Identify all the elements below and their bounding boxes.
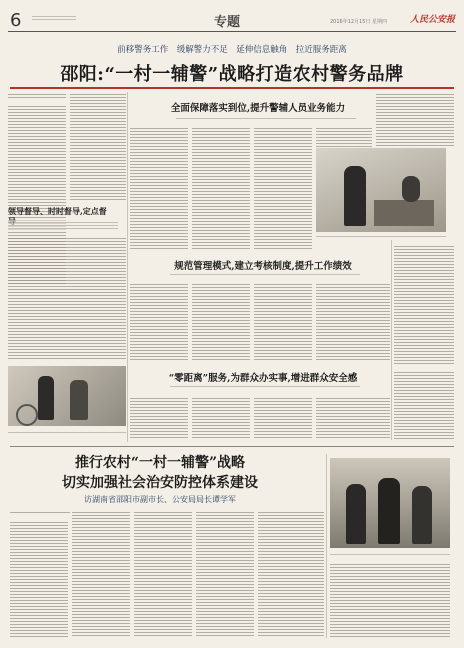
edition-info-block — [32, 14, 76, 22]
feature-column-2 — [72, 510, 130, 638]
section-heading-service: “零距离”服务,为群众办实事,增进群众安全感 — [168, 373, 358, 384]
photo-person — [402, 176, 420, 202]
photo-caption-patrol — [8, 430, 126, 435]
column-divider — [391, 240, 392, 440]
section-subheading-text — [176, 116, 356, 121]
section-subheading-text — [8, 220, 118, 230]
feature-column-4 — [196, 510, 254, 638]
section-subheading-service — [170, 384, 360, 390]
section-heading-supervision: 领导督导、时时督导,定点督 — [8, 206, 107, 216]
column-text-middle-4 — [316, 282, 390, 362]
header-date: 2016年12月15日 星期四 — [330, 19, 388, 25]
masthead-text: 人民公安报 — [410, 15, 456, 25]
photo-officer — [344, 166, 366, 226]
photo-patrol-visit — [8, 366, 126, 426]
photo-caption-group — [330, 552, 450, 557]
photo-desk — [374, 200, 434, 226]
feature-headline-line-2: 切实加强社会治安防控体系建设 — [62, 475, 258, 491]
photo-figure-right — [70, 380, 88, 420]
feature-column-1 — [10, 520, 68, 638]
feature-column-5 — [258, 510, 324, 638]
column-three-text — [130, 126, 188, 251]
column-text-lower-1 — [130, 396, 188, 440]
column-left-text-2 — [8, 236, 126, 361]
photo-caption-station — [316, 234, 446, 239]
right-column-text-3 — [394, 370, 454, 440]
banner-kicker: 前移警务工作 缓解警力不足 延伸信息触角 拉近服务距离 — [117, 45, 347, 55]
column-two-text — [70, 92, 126, 202]
section-title: 专题 — [214, 15, 241, 30]
photo-officers-group — [330, 458, 450, 548]
section-heading-management: 规范管理模式,建立考核制度,提升工作绩效 — [174, 261, 352, 272]
page-number: 6 — [10, 10, 22, 31]
column-text-middle-3 — [254, 282, 312, 362]
right-column-text — [376, 92, 454, 146]
feature-byline — [10, 510, 70, 515]
column-text-middle-1 — [130, 282, 188, 362]
photo-police-station — [316, 148, 446, 232]
feature-headline-line-1: 推行农村“一村一辅警”战略 — [74, 455, 246, 471]
feature-subheadline: 访湖南省邵阳市副市长、公安局局长谭学军 — [84, 495, 236, 504]
feature-rule-top — [10, 446, 454, 447]
page-header — [0, 0, 464, 34]
edition-info-text — [32, 14, 76, 22]
column-text-lower-2 — [192, 396, 250, 440]
section-subheading-text — [170, 272, 360, 277]
column-five-text — [254, 126, 312, 251]
column-text-lower-3 — [254, 396, 312, 440]
photo-officer-1 — [346, 484, 366, 544]
column-divider — [127, 92, 128, 442]
banner-headline: 邵阳:“一村一辅警”战略打造农村警务品牌 — [60, 64, 404, 85]
section-subheading-guarantee — [176, 116, 356, 122]
masthead-logo — [410, 12, 455, 25]
right-column-text-2 — [394, 244, 454, 364]
column-divider — [326, 454, 327, 638]
column-text-middle-2 — [192, 282, 250, 362]
section-subheading-supervision — [8, 220, 118, 232]
feature-column-6 — [330, 562, 450, 638]
feature-column-3 — [134, 510, 192, 638]
banner-rule — [10, 87, 454, 89]
column-text-lower-4 — [316, 396, 390, 440]
column-four-text — [192, 126, 250, 251]
photo-officer-3 — [412, 486, 432, 544]
section-subheading-text — [170, 384, 360, 389]
section-subheading-management — [170, 272, 360, 278]
header-rule — [8, 31, 456, 32]
byline-text — [8, 92, 66, 98]
photo-bicycle — [16, 404, 38, 426]
section-heading-guarantee: 全面保障落实到位,提升警辅人员业务能力 — [170, 103, 346, 114]
photo-officer-2 — [378, 478, 400, 544]
photo-figure-left — [38, 376, 54, 420]
